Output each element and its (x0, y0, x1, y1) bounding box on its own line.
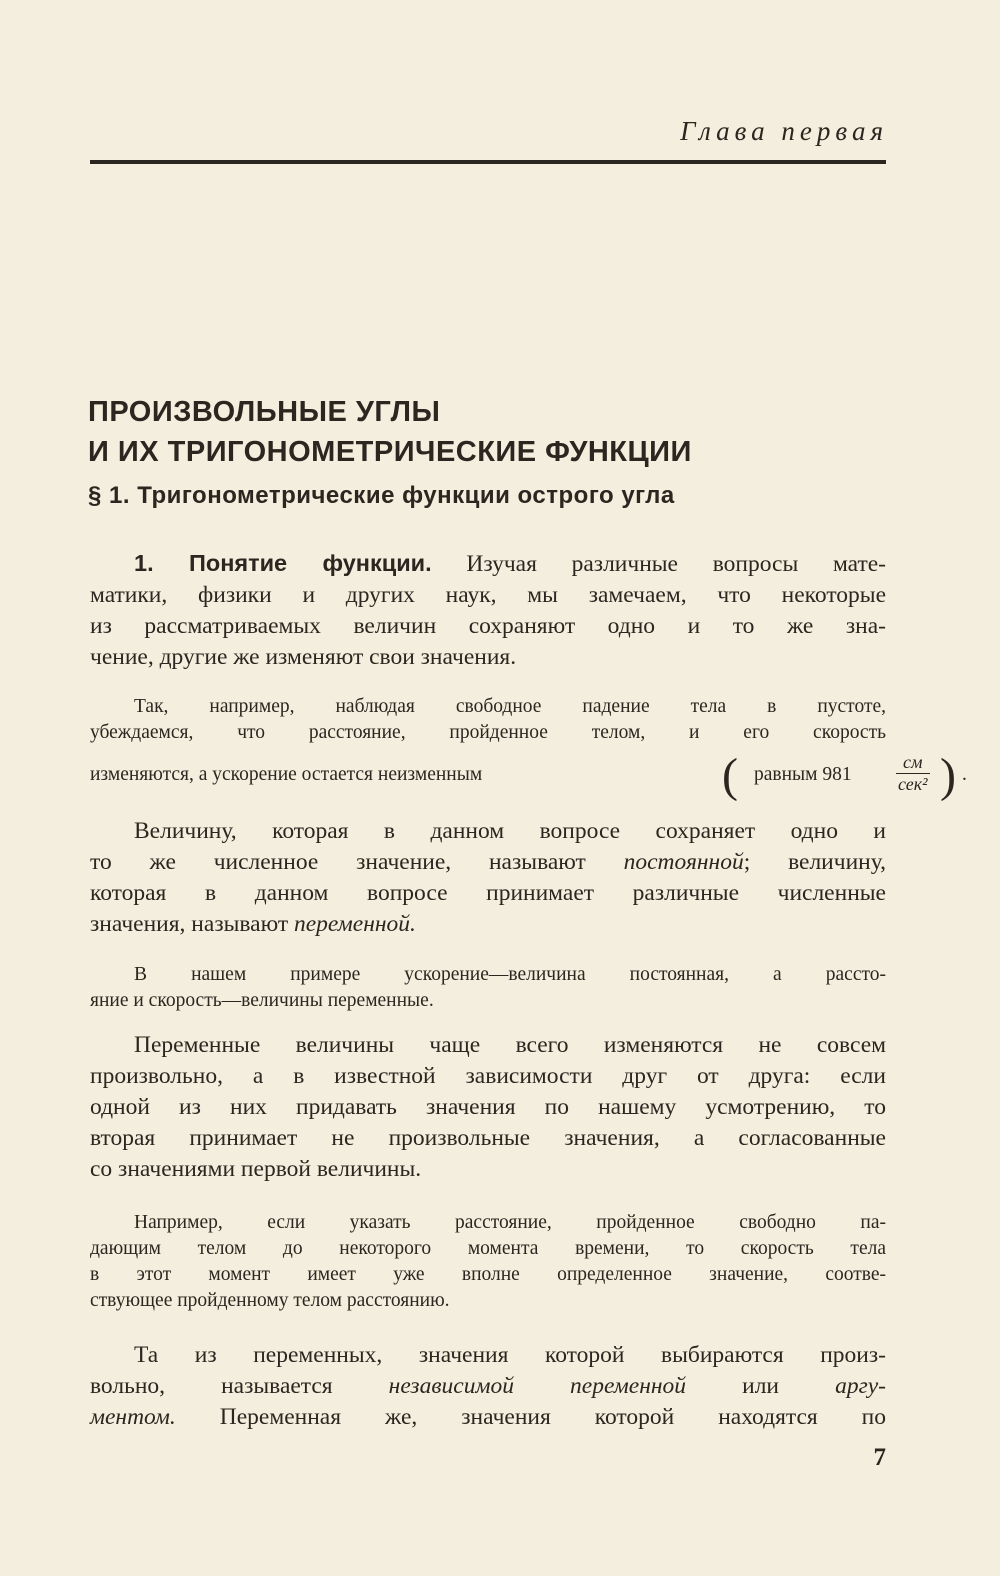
subsection-heading: 1. Понятие функции. (134, 550, 432, 576)
formula-line (90, 749, 967, 806)
text-line: чение, другие же изменяют свои значения. (90, 644, 517, 670)
text-line: которая в данном вопросе принимает различные численные (90, 880, 886, 906)
text-line (90, 909, 886, 940)
text-span: Изучая различные вопросы мате- (466, 551, 887, 577)
text-line: одной из них придавать значения по нашему усмотрению, то (90, 1094, 886, 1120)
note-free-fall (90, 694, 886, 746)
text-line: матики, физики и других наук, мы замечаем, что некоторые (90, 582, 886, 608)
chapter-title-line-1: ПРОИЗВОЛЬНЫЕ УГЛЫ (88, 396, 441, 428)
text-span: вольно, называется (90, 1373, 389, 1399)
text-span: ; величину, (743, 849, 886, 875)
text-line: ствующее пройденному телом расстоянию. (90, 1290, 450, 1311)
text-line: дающим телом до некоторого момента времени, то скорость тела (90, 1238, 886, 1259)
term-argument-end: ментом. (90, 1404, 176, 1430)
text-span: Переменная же, значения которой находятся по (175, 1404, 886, 1430)
text-line: В нашем примере ускорение—величина постоянная, а рассто- (134, 964, 886, 985)
text-line: Величину, которая в данном вопросе сохраняет одно и (134, 818, 886, 844)
text-line (90, 847, 886, 878)
unit-numerator: см (896, 752, 930, 774)
text-line: убеждаемся, что расстояние, пройденное телом, и его скорость (90, 722, 886, 743)
text-span: значения, называют (90, 911, 294, 937)
text-line: Переменные величины чаще всего изменяются не совсем (134, 1032, 886, 1058)
paragraph-dependence (90, 1030, 886, 1185)
text-span: или (686, 1373, 836, 1399)
formula-end: . (962, 764, 967, 785)
unit-denominator: сек² (898, 774, 928, 794)
left-paren: ( (722, 749, 738, 802)
chapter-label: Глава первая (680, 116, 888, 146)
right-paren: ) (940, 749, 956, 802)
header-rule (90, 160, 886, 164)
paragraph-constant-variable (90, 816, 886, 940)
text-line: произвольно, а в известной зависимости друг от друга: если (90, 1063, 886, 1089)
text-line: из рассматриваемых величин сохраняют одно и то же зна- (90, 613, 886, 639)
section-title: § 1. Тригонометрические функции острого угла (88, 482, 675, 509)
term-constant: постоянной (623, 849, 744, 875)
paragraph-argument (90, 1340, 886, 1433)
note-example (90, 962, 886, 1014)
chapter-title (88, 392, 692, 472)
text-line: в этот момент имеет уже вполне определенное значение, соотве- (90, 1264, 886, 1285)
term-variable: переменной. (294, 911, 416, 937)
unit-fraction (896, 752, 930, 795)
text-line: вторая принимает не произвольные значения, а согласованные (90, 1125, 886, 1151)
text-line: Например, если указать расстояние, пройденное свободно па- (134, 1212, 886, 1233)
text-line: Та из переменных, значения которой выбираются произ- (134, 1342, 886, 1368)
page-number: 7 (873, 1444, 886, 1471)
text-line (90, 1371, 886, 1402)
text-span: то же численное значение, называют (90, 849, 624, 875)
text-line (90, 548, 886, 580)
text-line: изменяются, а ускорение остается неизменным (90, 764, 483, 785)
note-speed-example (90, 1210, 886, 1314)
text-line: яние и скорость—величины переменные. (90, 990, 434, 1011)
text-line (90, 1402, 886, 1433)
chapter-title-line-2: И ИХ ТРИГОНОМЕТРИЧЕСКИЕ ФУНКЦИИ (88, 436, 692, 468)
paragraph-function-concept (90, 548, 886, 673)
term-argument: аргу- (835, 1373, 886, 1399)
term-independent-variable: независимой переменной (388, 1373, 687, 1399)
formula-value: равным 981 (754, 764, 852, 785)
text-line: Так, например, наблюдая свободное падение тела в пустоте, (134, 696, 886, 717)
text-line: со значениями первой величины. (90, 1156, 422, 1182)
